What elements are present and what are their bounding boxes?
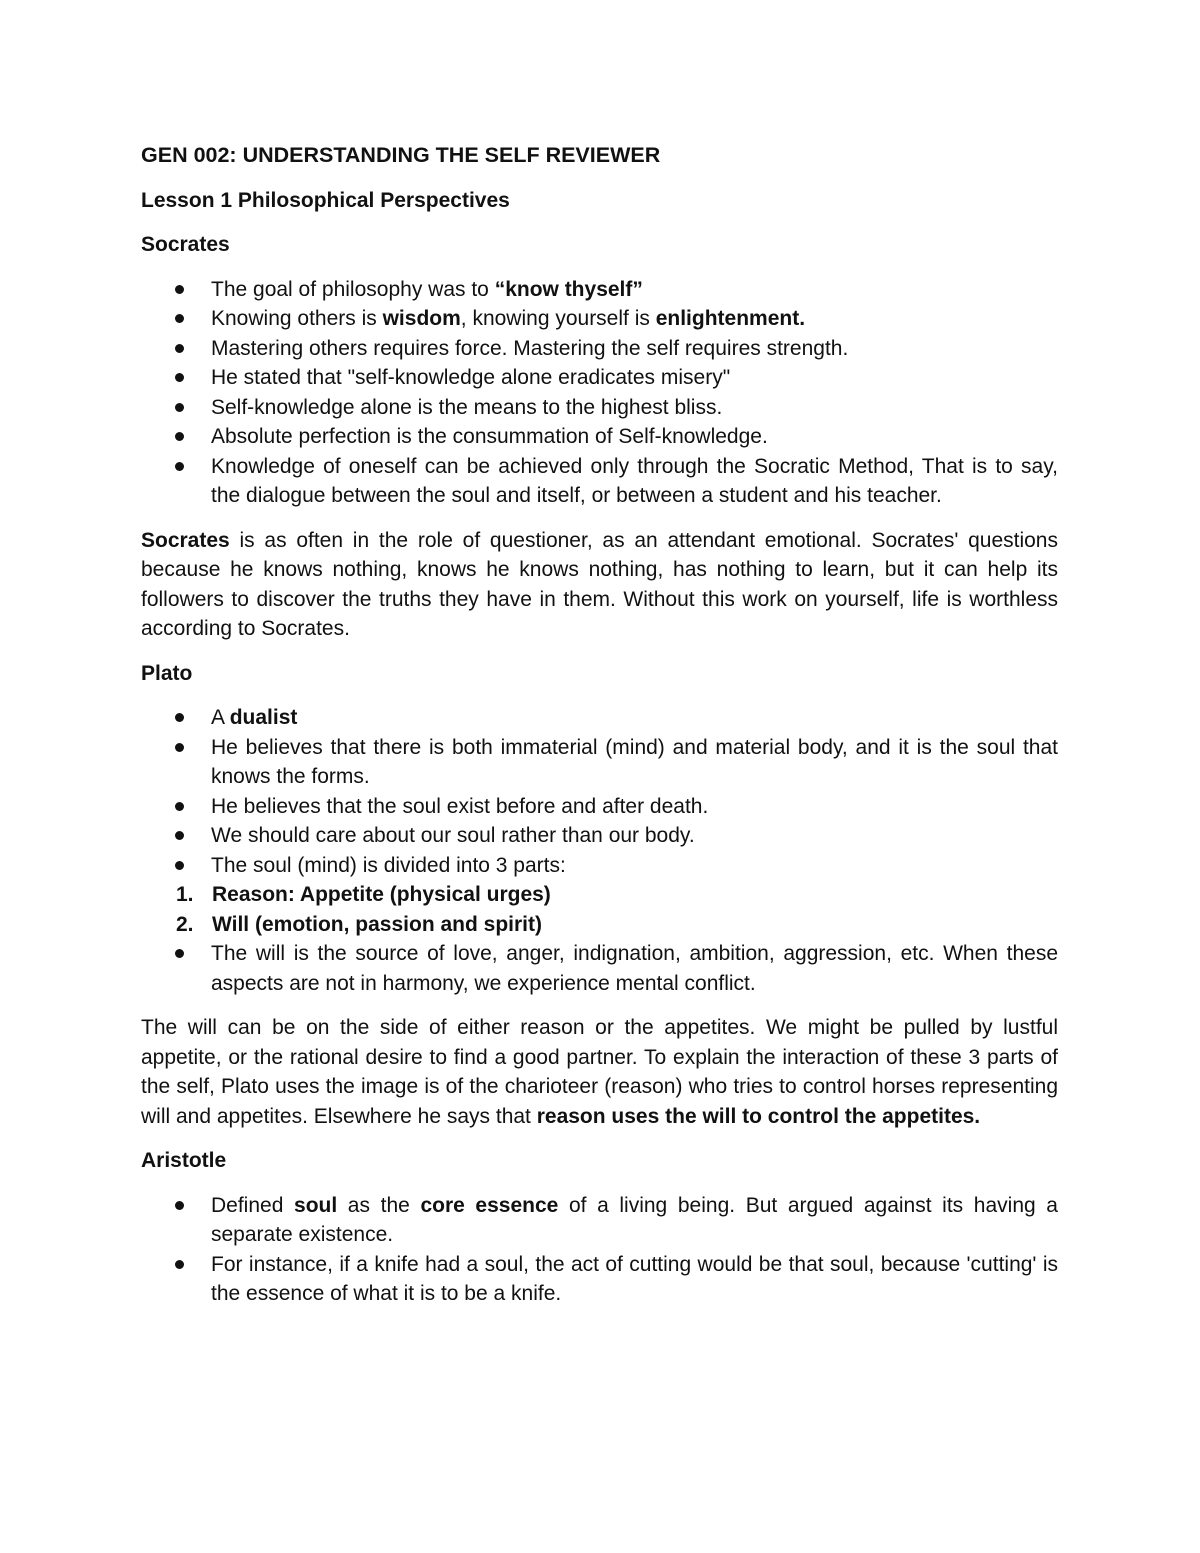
list-item: The goal of philosophy was to “know thyself” xyxy=(141,275,1058,305)
section-heading-socrates: Socrates xyxy=(141,233,230,256)
list-item: Self-knowledge alone is the means to the highest bliss. xyxy=(141,393,1058,423)
list-item: Absolute perfection is the consummation of Self-knowledge. xyxy=(141,422,1058,452)
numbered-item: 2. Will (emotion, passion and spirit) xyxy=(176,912,542,936)
socrates-paragraph: Socrates is as often in the role of questioner, as an attendant emotional. Socrates' questions because he knows nothing, knows he knows nothing, has nothing to learn, but it can help its followers to discover the truths they have in them. Without this work on yourself, life is worthless according to Socrates. xyxy=(141,528,1058,640)
plato-bullet-list xyxy=(141,703,1058,880)
list-item: For instance, if a knife had a soul, the act of cutting would be that soul, because 'cutting' is the essence of what it is to be a knife. xyxy=(141,1250,1058,1309)
list-item: He believes that there is both immaterial (mind) and material body, and it is the soul that knows the forms. xyxy=(141,733,1058,792)
aristotle-bullet-list xyxy=(141,1191,1058,1309)
lesson-title: Lesson 1 Philosophical Perspectives xyxy=(141,188,510,212)
section-heading-plato: Plato xyxy=(141,661,193,685)
list-item: Knowing others is wisdom, knowing yourself is enlightenment. xyxy=(141,304,1058,334)
list-item: The soul (mind) is divided into 3 parts: xyxy=(141,851,1058,881)
list-item: The will is the source of love, anger, indignation, ambition, aggression, etc. When these aspects are not in harmony, we experience mental conflict. xyxy=(141,939,1058,998)
list-item: Defined soul as the core essence of a living being. But argued against its having a separate existence. xyxy=(141,1191,1058,1250)
list-item: Knowledge of oneself can be achieved only through the Socratic Method, That is to say, the dialogue between the soul and itself, or between a student and his teacher. xyxy=(141,452,1058,511)
list-item: We should care about our soul rather than our body. xyxy=(141,821,1058,851)
list-item: He believes that the soul exist before and after death. xyxy=(141,792,1058,822)
numbered-item: 1. Reason: Appetite (physical urges) xyxy=(176,883,551,906)
plato-bullet-list-continued xyxy=(141,939,1058,998)
soul-parts-list xyxy=(141,880,1058,939)
list-item: Mastering others requires force. Mastering the self requires strength. xyxy=(141,334,1058,364)
section-heading-aristotle: Aristotle xyxy=(141,1149,227,1172)
list-item: A dualist xyxy=(141,703,1058,733)
plato-paragraph: The will can be on the side of either reason or the appetites. We might be pulled by lustful appetite, or the rational desire to find a good partner. To explain the interaction of these 3 parts of the self, Plato uses the image is of the charioteer (reason) who tries to control horses representing will and appetites. Elsewhere he says that reason uses the will to control the appetites. xyxy=(141,1016,1058,1128)
list-item: He stated that "self-knowledge alone eradicates misery" xyxy=(141,363,1058,393)
socrates-bullet-list xyxy=(141,275,1058,511)
document-content xyxy=(141,141,1058,1324)
document-title: GEN 002: UNDERSTANDING THE SELF REVIEWER xyxy=(141,143,661,167)
